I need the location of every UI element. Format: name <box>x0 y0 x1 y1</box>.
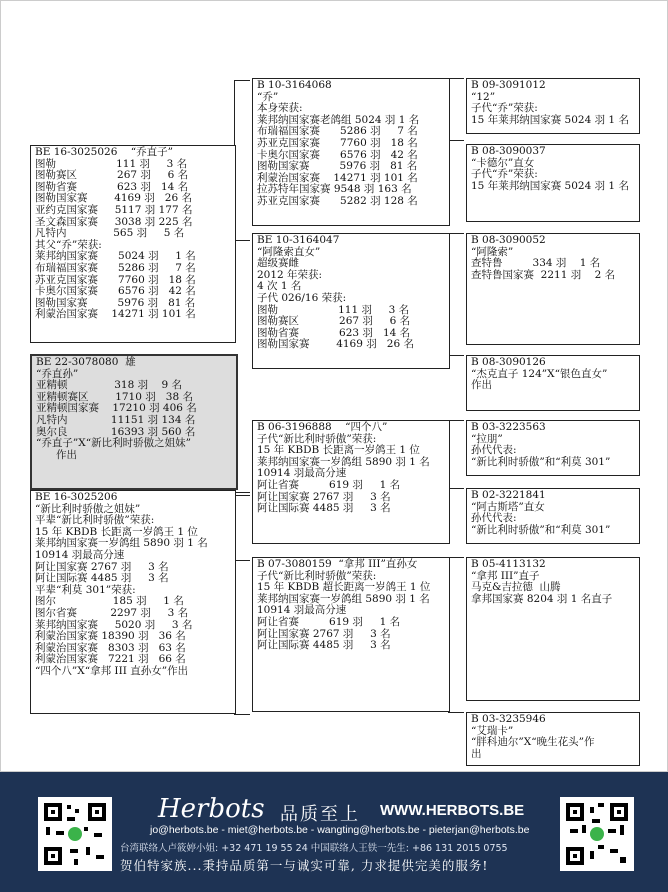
ss-line: 本身荣获: <box>257 102 303 115</box>
dam-line: 图尔 185 羽 1 名 <box>35 595 184 608</box>
sdd-box <box>466 355 640 411</box>
sire-line: 图勒国家赛 5976 羽 81 名 <box>35 296 196 309</box>
subject-line: 亚精顿 318 羽 9 名 <box>36 379 182 392</box>
dsd-box <box>466 488 640 544</box>
dsd-line: “阿古斯塔”直女 <box>471 500 545 513</box>
sire-line: 凡特内 565 羽 5 名 <box>35 227 185 240</box>
connector <box>234 495 250 496</box>
dd-line: B 07-3080159 “拿邦 III”直孙女 <box>257 558 418 570</box>
dss-box <box>466 420 640 476</box>
dss-line: “拉朋” <box>471 432 503 445</box>
dam-line: 利蒙治国家赛 18390 羽 36 名 <box>35 630 186 643</box>
dam-line: 莱邦纳国家赛一岁鸽组 5890 羽 1 名 <box>35 537 208 550</box>
dd-line: 15 年 KBDB 超长距离一岁鸽王 1 位 <box>257 581 431 594</box>
sire-line: 布瑞福国家赛 5286 羽 7 名 <box>35 261 196 274</box>
dam-line: 平辈“新比利时骄傲”荣获: <box>35 514 155 527</box>
brand-logo: Herbots <box>158 794 265 824</box>
dds-line: B 05-4113132 <box>471 558 546 570</box>
dsd-line: “新比利时骄傲”和“利莫 301” <box>471 523 611 536</box>
sdd-line: 作出 <box>471 379 492 392</box>
ssd-line: “卡德尔”直女 <box>471 156 535 169</box>
qr-code-left[interactable] <box>38 797 112 871</box>
motto: 贺伯特家族...秉持品质第一与诚实可靠, 力求提供完美的服务! <box>120 858 489 873</box>
connector <box>234 240 250 241</box>
ds-line: 15 年 KBDB 长距离一岁鸽王 1 位 <box>257 444 420 457</box>
ss-line: B 10-3164068 <box>257 79 332 91</box>
ssd-box <box>466 144 640 222</box>
dam-line: 阿让国家赛 2767 羽 3 名 <box>35 560 169 573</box>
ddd-line: B 03-3235946 <box>471 713 546 725</box>
ss-line: 苏亚克国家赛 5282 羽 128 名 <box>257 194 418 207</box>
dam-dam-box <box>252 557 450 712</box>
connector <box>234 560 250 561</box>
sss-line: B 09-3091012 <box>471 79 546 91</box>
subject-line: 奥尔良 16393 羽 560 名 <box>36 425 196 438</box>
dd-line: 阿让国家赛 2767 羽 3 名 <box>257 627 391 640</box>
sire-line: 其父“乔”荣获: <box>35 238 102 251</box>
dd-line: 阿让国际赛 4485 羽 3 名 <box>257 639 391 652</box>
connector <box>448 140 464 141</box>
ss-line: 图勒国家赛 5976 羽 81 名 <box>257 160 418 173</box>
sds-line: B 08-3090052 <box>471 234 546 246</box>
ss-line: 苏亚克国家赛 7760 羽 18 名 <box>257 136 418 149</box>
sire-line: 圣文森国家赛 3038 羽 225 名 <box>35 215 193 228</box>
ds-line: B 06-3196888 “四个八” <box>257 421 388 433</box>
dd-line: 莱邦纳国家赛一岁鸽组 5890 羽 1 名 <box>257 592 430 605</box>
sss-box <box>466 78 640 134</box>
connector <box>234 492 250 493</box>
dam-line: 阿让国际赛 4485 羽 3 名 <box>35 572 169 585</box>
sire-line: 苏亚克国家赛 7760 羽 18 名 <box>35 273 196 286</box>
dam-line: 图尔省赛 2297 羽 3 名 <box>35 606 189 619</box>
subject-line: “乔直孙” <box>36 367 79 380</box>
dss-line: B 03-3223563 <box>471 421 546 433</box>
sd-line: 4 次 1 名 <box>257 280 302 293</box>
ds-line: 子代“新比利时骄傲”荣获: <box>257 432 377 445</box>
sd-line: 图勒国家赛 4169 羽 26 名 <box>257 338 414 351</box>
ss-line: “乔” <box>257 90 279 103</box>
ddd-line: 出 <box>471 747 482 760</box>
subject-line: 凡特内 11151 羽 134 名 <box>36 413 196 426</box>
dam-line: BE 16-3025206 <box>35 491 118 503</box>
dds-box <box>466 557 640 701</box>
footer-banner <box>0 772 668 892</box>
sd-line: 子代 026/16 荣获: <box>257 291 347 304</box>
dds-line: 拿邦国家赛 8204 羽 1 名直子 <box>471 592 613 605</box>
sire-line: 亚约克国家赛 5117 羽 177 名 <box>35 203 193 216</box>
sdd-line: “杰克直子 124”X“银色直女” <box>471 367 608 380</box>
sd-line: BE 10-3164047 <box>257 234 340 246</box>
sd-line: 图勒赛区 267 羽 6 名 <box>257 315 411 328</box>
dam-sire-box <box>252 420 450 544</box>
dam-line: “四个八”X“拿邦 III 直孙女”作出 <box>35 664 189 677</box>
dam-line: 利蒙治国家赛 7221 羽 66 名 <box>35 653 186 666</box>
sire-line: 图勒省赛 623 羽 14 名 <box>35 180 189 193</box>
dam-line: 利蒙治国家赛 8303 羽 63 名 <box>35 641 186 654</box>
ds-line: 莱邦纳国家赛一岁鸽组 5890 羽 1 名 <box>257 455 430 468</box>
connector <box>234 714 250 715</box>
subject-line: 亚精顿赛区 1710 羽 38 名 <box>36 390 193 403</box>
dam-line: 15 年 KBDB 长距离一岁鸽王 1 位 <box>35 525 198 538</box>
ds-line: 10914 羽最高分速 <box>257 467 347 480</box>
subject-box <box>30 354 238 490</box>
qr-code-right[interactable] <box>560 797 634 871</box>
ss-line: 卡奥尔国家赛 6576 羽 42 名 <box>257 148 418 161</box>
sire-line: 卡奥尔国家赛 6576 羽 42 名 <box>35 285 196 298</box>
slogan: 品质至上 <box>280 804 360 825</box>
sss-line: “12” <box>471 90 496 103</box>
connector <box>448 557 464 558</box>
ssd-line: B 08-3090037 <box>471 145 546 157</box>
contact-persons: 台湾联络人卢筱婷小姐: +32 471 19 55 24 中国联络人王铁一先生: +86 131 2015 0755 <box>120 843 508 854</box>
dds-line: 马克&吉拉德 山腾 <box>471 581 561 594</box>
dss-line: “新比利时骄傲”和“利莫 301” <box>471 455 611 468</box>
subject-line: 亚精顿国家赛 17210 羽 406 名 <box>36 402 197 415</box>
sds-line: 查特鲁国家赛 2211 羽 2 名 <box>471 268 616 281</box>
subject-line: 作出 <box>36 448 78 461</box>
sds-line: “阿隆索” <box>471 245 514 258</box>
sd-line: 2012 年荣获: <box>257 268 323 281</box>
dds-line: “拿邦 III”直子 <box>471 569 540 582</box>
sds-box <box>466 233 640 345</box>
sss-line: 15 年莱邦纳国家赛 5024 羽 1 名 <box>471 113 629 126</box>
sss-line: 子代“乔”荣获: <box>471 102 538 115</box>
sire-box <box>30 145 236 343</box>
dd-line: 10914 羽最高分速 <box>257 604 347 617</box>
dss-line: 孙代代表: <box>471 444 517 457</box>
connector <box>448 78 464 79</box>
ds-line: 阿让国家赛 2767 羽 3 名 <box>257 490 391 503</box>
sire-dam-box <box>252 233 450 369</box>
sire-line: BE 16-3025026 “乔直子” <box>35 146 173 158</box>
dam-line: 10914 羽最高分速 <box>35 548 125 561</box>
sire-line: 利蒙治国家赛 14271 羽 101 名 <box>35 308 196 321</box>
subject-line: BE 22-3078080 雄 <box>36 356 136 368</box>
sd-line: 图勒 111 羽 3 名 <box>257 303 410 316</box>
connector <box>448 712 464 713</box>
ss-line: 莱邦纳国家赛老鸽组 5024 羽 1 名 <box>257 113 420 126</box>
dam-line: 莱邦纳国家赛 5020 羽 3 名 <box>35 618 193 631</box>
sds-line: 查特鲁 334 羽 1 名 <box>471 257 601 270</box>
sire-sire-box <box>252 78 450 226</box>
dam-line: 平辈“利莫 301”荣获: <box>35 583 136 596</box>
ddd-box <box>466 712 640 766</box>
sdd-line: B 08-3090126 <box>471 356 546 368</box>
sire-line: 莱邦纳国家赛 5024 羽 1 名 <box>35 250 196 263</box>
website-link[interactable]: WWW.HERBOTS.BE <box>380 802 525 819</box>
connector <box>448 420 464 421</box>
sire-line: 图勒国家赛 4169 羽 26 名 <box>35 192 192 205</box>
email-addresses[interactable]: jo@herbots.be - miet@herbots.be - wangting@herbots.be - pieterjan@herbots.be <box>150 824 530 836</box>
connector <box>448 488 464 489</box>
ds-line: 阿让国际赛 4485 羽 3 名 <box>257 502 391 515</box>
sire-line: 图勒 111 羽 3 名 <box>35 157 188 170</box>
dam-box <box>30 490 236 714</box>
dsd-line: B 02-3221841 <box>471 489 546 501</box>
ss-line: 布瑞福国家赛 5286 羽 7 名 <box>257 125 418 138</box>
subject-line: “乔直子”X“新比利时骄傲之姐妹” <box>36 437 191 450</box>
dd-line: 阿让省赛 619 羽 1 名 <box>257 615 401 628</box>
dd-line: 子代“新比利时骄傲”荣获: <box>257 569 377 582</box>
ddd-line: “胖科迪尔”X“晚生花头”作 <box>471 736 595 749</box>
ds-line: 阿让省赛 619 羽 1 名 <box>257 478 401 491</box>
ddd-line: “艾瑞卡” <box>471 724 514 737</box>
dam-line: “新比利时骄傲之姐妹” <box>35 502 141 515</box>
ss-line: 拉苏特年国家赛 9548 羽 163 名 <box>257 183 412 196</box>
ssd-line: 子代“乔”荣获: <box>471 168 538 181</box>
ssd-line: 15 年莱邦纳国家赛 5024 羽 1 名 <box>471 179 629 192</box>
sd-line: “阿隆索直女” <box>257 245 321 258</box>
connector <box>234 80 250 81</box>
sd-line: 图勒省赛 623 羽 14 名 <box>257 326 411 339</box>
connector <box>448 355 464 356</box>
connector <box>448 233 464 234</box>
sire-line: 图勒赛区 267 羽 6 名 <box>35 169 189 182</box>
sd-line: 超级赛雌 <box>257 257 299 270</box>
dsd-line: 孙代代表: <box>471 512 517 525</box>
ss-line: 利蒙治国家赛 14271 羽 101 名 <box>257 171 418 184</box>
